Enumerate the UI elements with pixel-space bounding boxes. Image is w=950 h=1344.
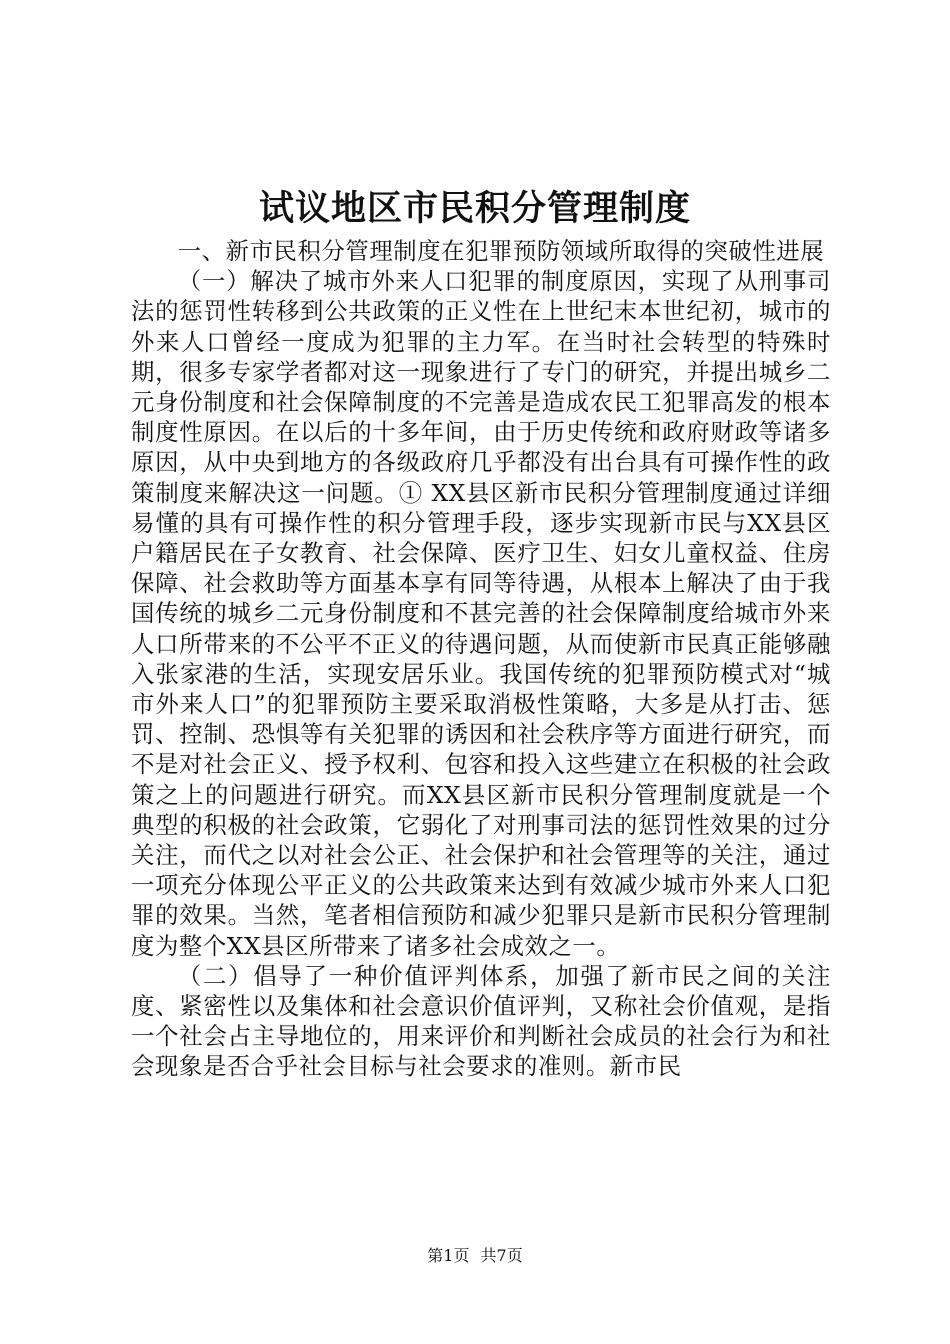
page-total: 共7页 [480, 1246, 523, 1265]
section-heading: 一、新市民积分管理制度在犯罪预防领域所取得的突破性进展 [177, 237, 825, 265]
paragraph: （二）倡导了一种价值评判体系，加强了新市民之间的关注度、紧密性以及集体和社会意识价值评判，又称社会价值观，是指一个社会占主导地位的，用来评价和判断社会成员的社会行为和社会现象是否合乎社会目标与社会要求的准则。新市民 [131, 961, 831, 1081]
page-footer [0, 1246, 950, 1266]
paragraph: （一）解决了城市外来人口犯罪的制度原因，实现了从刑事司法的惩罚性转移到公共政策的正义性在上世纪末本世纪初，城市的外来人口曾经一度成为犯罪的主力军。在当时社会转型的特殊时期，很多专家学者都对这一现象进行了专门的研究，并提出城乡二元身份制度和社会保障制度的不完善是造成农民工犯罪高发的根本制度性原因。在以后的十多年间，由于历史传统和政府财政等诸多原因，从中央到地方的各级政府几乎都没有出台具有可操作性的政策制度来解决这一问题。① XX县区新市民积分管理制度通过详细易懂的具有可操作性的积分管理手段，逐步实现新市民与XX县区户籍居民在子女教育、社会保障、医疗卫生、妇女儿童权益、住房保障、社会救助等方面基本享有同等待遇，从根本上解决了由于我国传统的城乡二元身份制度和不甚完善的社会保障制度给城市外来人口所带来的不公平不正义的待遇问题，从而使新市民真正能够融入张家港的生活，实现安居乐业。我国传统的犯罪预防模式对“城市外来人口”的犯罪预防主要采取消极性策略，大多是从打击、惩罚、控制、恐惧等有关犯罪的诱因和社会秩序等方面进行研究，而不是对社会正义、授予权利、包容和投入这些建立在积极的社会政策之上的问题进行研究。而XX县区新市民积分管理制度就是一个典型的积极的社会政策，它弱化了对刑事司法的惩罚性效果的过分关注，而代之以对社会公正、社会保护和社会管理等的关注，通过一项充分体现公平正义的公共政策来达到有效减少城市外来人口犯罪的效果。当然，笔者相信预防和减少犯罪只是新市民积分管理制度为整个XX县区所带来了诸多社会成效之一。 [131, 267, 831, 960]
document-body [131, 236, 831, 1082]
page-number: 第1页 [427, 1246, 470, 1265]
document-title: 试议地区市民积分管理制度 [258, 189, 691, 229]
